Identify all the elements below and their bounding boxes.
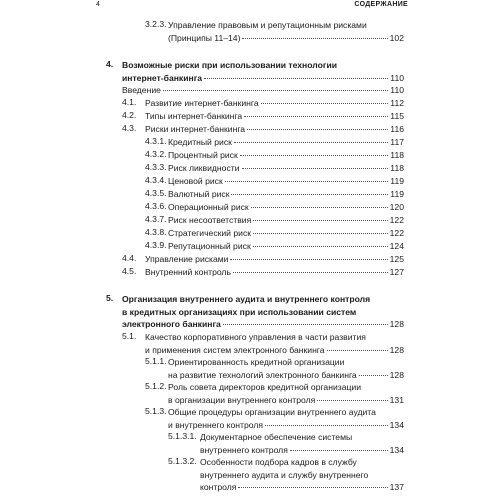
toc-entry-line bbox=[145, 109, 404, 123]
toc-entry-number: 4.3.9. bbox=[145, 239, 167, 250]
dot-leader bbox=[290, 450, 388, 451]
toc-entry-line bbox=[168, 213, 404, 227]
toc-entry-page: 120 bbox=[389, 202, 404, 212]
toc-entry-number: 4.3. bbox=[122, 122, 137, 133]
toc-entry-number: 4.2. bbox=[122, 109, 137, 120]
toc-entry-number: 4. bbox=[106, 58, 114, 69]
toc-entry-text: Качество корпоративного управления в части развития bbox=[145, 332, 366, 342]
toc-entry-text: Операционный риск bbox=[168, 202, 249, 212]
toc-entry-text: внутреннего аудита и службу внутреннего bbox=[200, 469, 369, 480]
toc-entry-text: Риск ликвидности bbox=[168, 163, 240, 173]
toc-entry-line bbox=[145, 252, 404, 266]
dot-leader bbox=[247, 129, 388, 130]
dot-leader bbox=[253, 220, 387, 221]
toc-entry-number: 4.3.4. bbox=[145, 174, 167, 185]
toc-entry-number: 4.3.1. bbox=[145, 135, 167, 146]
toc-entry-text: Типы интернет-банкинга bbox=[145, 111, 243, 121]
toc-entry-page: 122 bbox=[389, 215, 404, 225]
dot-leader bbox=[238, 487, 387, 488]
toc-entry-text: Репутационный риск bbox=[168, 241, 251, 251]
toc-entry-page: 137 bbox=[389, 482, 404, 493]
toc-entry-number: 4.3.3. bbox=[145, 161, 167, 172]
toc-entry-page: 116 bbox=[390, 124, 404, 134]
toc-entry-number: 5.1.3.2. bbox=[168, 455, 197, 466]
dot-leader bbox=[233, 272, 388, 273]
toc-entry-number: 5.1. bbox=[122, 330, 137, 341]
toc-entry-text: Документарное обеспечение системы bbox=[200, 432, 353, 442]
toc-entry-text: Внутренний контроль bbox=[145, 267, 231, 277]
toc-entry-line bbox=[122, 83, 404, 97]
toc-entry-page: 125 bbox=[389, 254, 404, 264]
toc-entry-text: в кредитных организациях при использовании систем bbox=[122, 306, 357, 317]
toc-entry-text: контроля bbox=[200, 482, 237, 493]
toc-entry-number: 4.5. bbox=[122, 265, 137, 276]
dot-leader bbox=[261, 103, 389, 104]
toc-entry-number: 4.3.5. bbox=[145, 187, 167, 198]
toc-entry-line bbox=[200, 480, 404, 494]
dot-leader bbox=[231, 194, 388, 195]
toc-entry-page: 119 bbox=[390, 189, 404, 199]
toc-entry-text: Риск несоответствия bbox=[168, 215, 252, 225]
toc-entry-line bbox=[168, 174, 404, 188]
toc-entry-number: 5.1.3. bbox=[145, 405, 167, 416]
toc-entry-page: 115 bbox=[390, 111, 404, 121]
toc-entry-number: 3.2.3. bbox=[145, 18, 167, 29]
toc-entry-text: Стратегический риск bbox=[168, 228, 252, 238]
toc-entry-page: 128 bbox=[389, 344, 404, 355]
dot-leader bbox=[230, 259, 387, 260]
toc-entry-text: Возможные риски при использовании технологии bbox=[122, 60, 338, 70]
toc-entry-line bbox=[168, 200, 404, 214]
dot-leader bbox=[265, 425, 388, 426]
toc-entry-line bbox=[168, 135, 404, 149]
page-header bbox=[0, 0, 500, 12]
toc-entry-number: 4.3.2. bbox=[145, 148, 167, 159]
toc-entry-page: 127 bbox=[389, 267, 404, 277]
toc-entry-text: Общие процедуры организации внутреннего аудита bbox=[168, 407, 376, 417]
toc-entry-page: 122 bbox=[389, 228, 404, 238]
dot-leader bbox=[242, 38, 387, 39]
toc-entry-text: Процентный риск bbox=[168, 150, 238, 160]
toc-entry-line bbox=[168, 148, 404, 162]
toc-entry-text: Управление рисками bbox=[145, 254, 229, 264]
toc-entry-number: 5.1.2. bbox=[145, 380, 167, 391]
toc-entry-page: 119 bbox=[390, 176, 404, 186]
toc-entry-text: и применения систем электронного банкинга bbox=[145, 344, 325, 355]
toc-entry-text: интернет-банкинга bbox=[122, 72, 203, 83]
toc-entry-text: Управление правовым и репутационным рисками bbox=[168, 20, 367, 30]
toc-entry-page: 118 bbox=[390, 163, 404, 173]
dot-leader bbox=[234, 142, 388, 143]
toc-entry-page: 128 bbox=[389, 369, 404, 380]
toc-entry-text: Ценовой риск bbox=[168, 176, 223, 186]
toc-entry-page: 128 bbox=[389, 319, 404, 330]
toc-entry-line bbox=[168, 31, 404, 45]
toc-entry-number: 4.3.7. bbox=[145, 213, 167, 224]
toc-entry-line bbox=[145, 122, 404, 136]
toc-entry-text: Кредитный риск bbox=[168, 137, 232, 147]
dot-leader bbox=[163, 90, 388, 91]
toc-entry-number: 5. bbox=[106, 292, 114, 303]
running-title: СОДЕРЖАНИЕ bbox=[354, 1, 408, 8]
dot-leader bbox=[251, 207, 388, 208]
dot-leader bbox=[327, 350, 388, 351]
toc-entry-line bbox=[145, 265, 404, 279]
toc-entry-text: Организация внутреннего аудита и внутреннего контроля bbox=[122, 294, 371, 304]
dot-leader bbox=[204, 78, 388, 79]
toc-entry-page: 102 bbox=[389, 32, 404, 43]
toc-entry-line bbox=[168, 226, 404, 240]
toc-entry-text: электронного банкинга bbox=[122, 319, 221, 330]
toc-entry-page: 134 bbox=[389, 419, 404, 430]
dot-leader bbox=[317, 400, 387, 401]
toc-entry-page: 134 bbox=[389, 444, 404, 455]
dot-leader bbox=[225, 181, 389, 182]
toc-entry-text: Ориентированность кредитной организации bbox=[168, 357, 345, 367]
dot-leader bbox=[253, 246, 388, 247]
toc-entry-text: Особенности подбора кадров в службу bbox=[200, 457, 357, 467]
toc-entry-page: 117 bbox=[390, 137, 404, 147]
toc-entry-page: 112 bbox=[390, 98, 404, 108]
toc-entry-number: 4.4. bbox=[122, 252, 137, 263]
toc-entry-line bbox=[168, 187, 404, 201]
dot-leader bbox=[244, 116, 388, 117]
toc-entry-text: Валютный риск bbox=[168, 189, 230, 199]
page-number: 4 bbox=[96, 1, 100, 8]
dot-leader bbox=[359, 375, 388, 376]
toc-entry-page: 118 bbox=[390, 150, 404, 160]
toc-entry-page: 110 bbox=[390, 72, 404, 83]
toc-entry-text: Развитие интернет-банкинга bbox=[145, 98, 259, 108]
toc-entry-text: Роль совета директоров кредитной организации bbox=[168, 382, 361, 392]
toc-entry-line bbox=[168, 161, 404, 175]
toc-entry-line bbox=[168, 239, 404, 253]
toc-entry-text: внутреннего контроля bbox=[200, 444, 288, 455]
dot-leader bbox=[242, 168, 389, 169]
toc-entry-number: 4.3.6. bbox=[145, 200, 167, 211]
toc-entry-page: 110 bbox=[390, 85, 404, 95]
toc-entry-text: на развитие технологий электронного банкинга bbox=[168, 369, 357, 380]
toc-entry-text: в организации внутреннего контроля bbox=[168, 394, 316, 405]
dot-leader bbox=[240, 155, 389, 156]
toc-entry-page: 131 bbox=[389, 394, 404, 405]
dot-leader bbox=[253, 233, 388, 234]
toc-entry-text: и внутреннего контроля bbox=[168, 419, 264, 430]
dot-leader bbox=[223, 324, 388, 325]
toc-entry-number: 5.1.3.1. bbox=[168, 430, 197, 441]
toc-entry-number: 4.1. bbox=[122, 96, 137, 107]
toc-entry-line bbox=[145, 96, 404, 110]
toc-entry-page: 124 bbox=[389, 241, 404, 251]
toc-entry-text: Риски интернет-банкинга bbox=[145, 124, 246, 134]
toc-entry-number: 4.3.8. bbox=[145, 226, 167, 237]
toc-entry-text: (Принципы 11–14) bbox=[168, 32, 241, 43]
toc-entry-number: 5.1.1. bbox=[145, 355, 167, 366]
toc-entry-text: Введение bbox=[122, 85, 161, 95]
